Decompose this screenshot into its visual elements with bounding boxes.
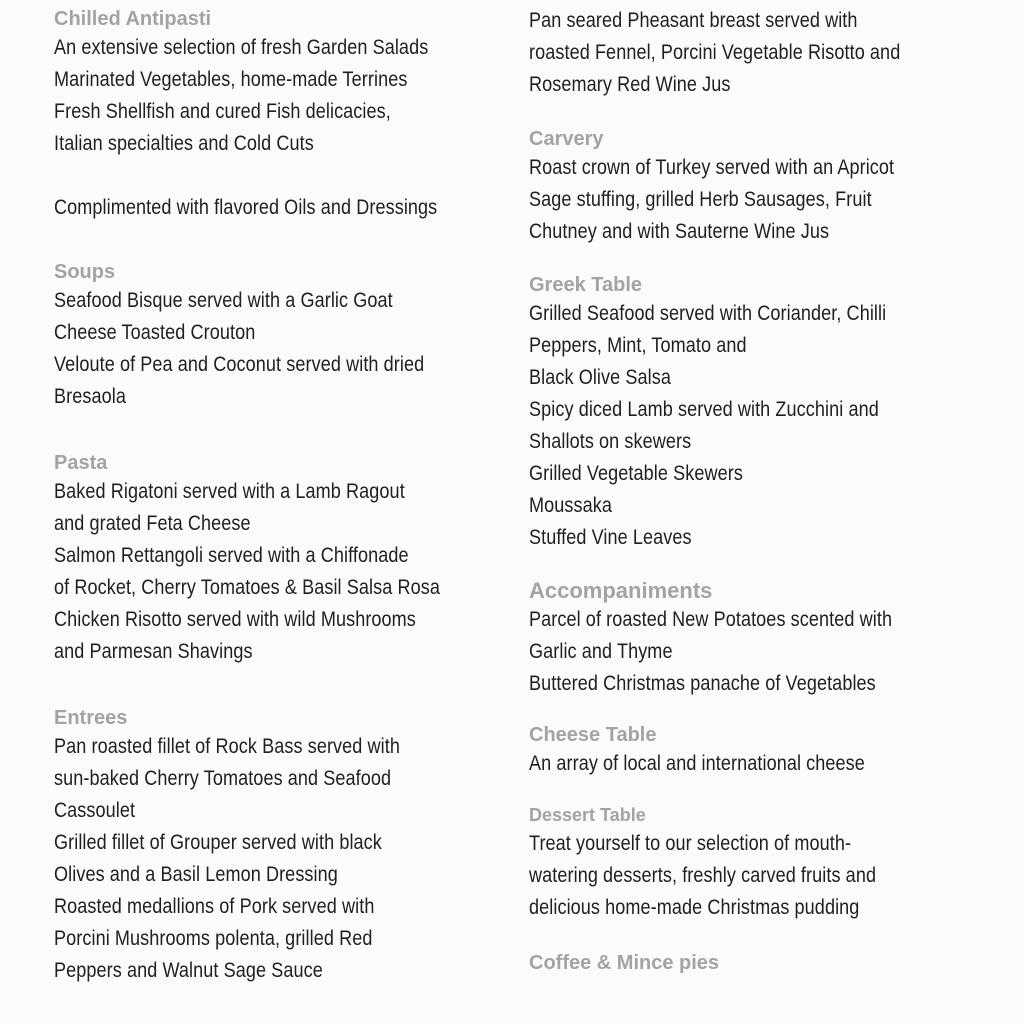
menu-line: Marinated Vegetables, home-made Terrines — [54, 68, 408, 91]
menu-line: Garlic and Thyme — [529, 640, 673, 663]
section-heading-coffee: Coffee & Mince pies — [529, 952, 720, 974]
section-dessert-table — [529, 802, 999, 924]
menu-line: Roasted medallions of Pork served with — [54, 895, 375, 918]
menu-line: Black Olive Salsa — [529, 366, 671, 389]
section-heading-chilled-antipasti: Chilled Antipasti — [54, 8, 212, 30]
menu-line: Treat yourself to our selection of mouth- — [529, 832, 852, 855]
menu-line: Parcel of roasted New Potatoes scented with — [529, 608, 893, 631]
menu-line: An array of local and international cheese — [529, 752, 865, 775]
section-chilled-antipasti — [54, 6, 504, 224]
menu-line: Moussaka — [529, 494, 613, 517]
section-pasta — [54, 450, 504, 668]
section-heading-pasta: Pasta — [54, 452, 108, 474]
menu-line: Veloute of Pea and Coconut served with dried — [54, 353, 425, 376]
menu-line: watering desserts, freshly carved fruits and — [529, 864, 877, 887]
menu-line: Pan seared Pheasant breast served with — [529, 9, 858, 32]
section-heading-accompaniments: Accompaniments — [529, 578, 713, 603]
menu-line: Rosemary Red Wine Jus — [529, 73, 731, 96]
section-heading-cheese-table: Cheese Table — [529, 724, 657, 746]
menu-line: Roast crown of Turkey served with an Apricot — [529, 156, 895, 179]
menu-line: Shallots on skewers — [529, 430, 692, 453]
menu-line: of Rocket, Cherry Tomatoes & Basil Salsa Rosa — [54, 576, 440, 599]
menu-line: Porcini Mushrooms polenta, grilled Red — [54, 927, 373, 950]
menu-line: Buttered Christmas panache of Vegetables — [529, 672, 876, 695]
menu-line: sun-baked Cherry Tomatoes and Seafood — [54, 767, 392, 790]
menu-line: An extensive selection of fresh Garden Salads — [54, 36, 429, 59]
menu-line: Grilled Seafood served with Coriander, Chilli — [529, 302, 887, 325]
menu-line: Cheese Toasted Crouton — [54, 321, 256, 344]
menu-line: Grilled fillet of Grouper served with black — [54, 831, 382, 854]
section-coffee — [529, 950, 999, 976]
menu-line: Peppers and Walnut Sage Sauce — [54, 959, 323, 982]
menu-line: Bresaola — [54, 385, 126, 408]
menu-line: Grilled Vegetable Skewers — [529, 462, 743, 485]
menu-line: Spicy diced Lamb served with Zucchini and — [529, 398, 879, 421]
section-carvery — [529, 126, 999, 248]
right-column — [529, 0, 999, 976]
section-soups — [54, 259, 504, 413]
section-heading-greek-table: Greek Table — [529, 274, 643, 296]
menu-line: Stuffed Vine Leaves — [529, 526, 692, 549]
section-cheese-table — [529, 722, 999, 780]
section-greek-table — [529, 272, 999, 554]
menu-line: Olives and a Basil Lemon Dressing — [54, 863, 338, 886]
section-heading-carvery: Carvery — [529, 128, 604, 150]
section-entrees-continued — [529, 5, 999, 101]
section-heading-dessert-table: Dessert Table — [529, 805, 646, 825]
menu-line: Fresh Shellfish and cured Fish delicacies, — [54, 100, 391, 123]
menu-line: Chicken Risotto served with wild Mushrooms — [54, 608, 416, 631]
section-entrees — [54, 705, 504, 987]
menu-line: Italian specialties and Cold Cuts — [54, 132, 314, 155]
menu-line: Cassoulet — [54, 799, 136, 822]
spacer — [54, 160, 504, 192]
menu-line: Chutney and with Sauterne Wine Jus — [529, 220, 830, 243]
menu-line: roasted Fennel, Porcini Vegetable Risotto and — [529, 41, 901, 64]
menu-line: Seafood Bisque served with a Garlic Goat — [54, 289, 393, 312]
menu-line: Complimented with flavored Oils and Dressings — [54, 196, 438, 219]
menu-line: and grated Feta Cheese — [54, 512, 251, 535]
menu-line: Baked Rigatoni served with a Lamb Ragout — [54, 480, 405, 503]
section-heading-soups: Soups — [54, 261, 116, 283]
menu-line: and Parmesan Shavings — [54, 640, 253, 663]
left-column — [54, 0, 504, 987]
menu-line: Salmon Rettangoli served with a Chiffonade — [54, 544, 409, 567]
section-accompaniments — [529, 578, 999, 700]
menu-line: delicious home-made Christmas pudding — [529, 896, 860, 919]
menu-line: Peppers, Mint, Tomato and — [529, 334, 747, 357]
section-heading-entrees: Entrees — [54, 707, 128, 729]
menu-line: Sage stuffing, grilled Herb Sausages, Fruit — [529, 188, 872, 211]
menu-line: Pan roasted fillet of Rock Bass served with — [54, 735, 401, 758]
